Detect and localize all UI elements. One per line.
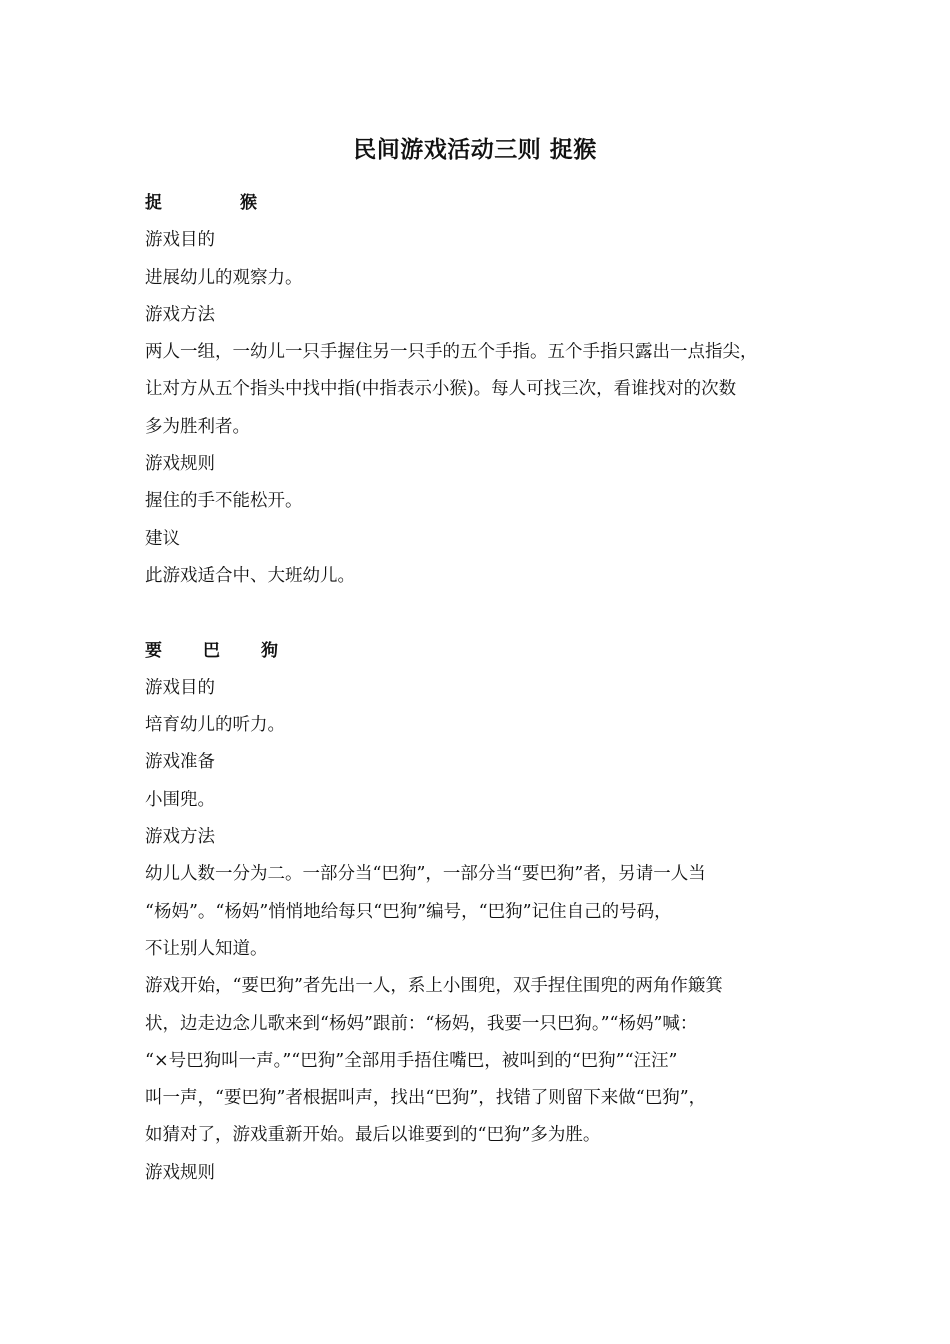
label-game-prep: 游戏准备 <box>145 752 215 773</box>
heading-char: 猴 <box>240 193 257 213</box>
heading-char: 狗 <box>261 640 278 661</box>
label-game-method: 游戏方法 <box>145 304 215 325</box>
game-purpose-text: 培育幼儿的听力。 <box>145 715 285 736</box>
section-gap <box>145 595 825 632</box>
document-title: 民间游戏活动三则 捉猴 <box>353 137 597 163</box>
play-line: “×号巴狗叫一声。”“巴狗”全部用手捂住嘴巴，被叫到的“巴狗”“汪汪” <box>145 1050 678 1071</box>
method-line: 两人一组，一幼儿一只手握住另一只手的五个手指。五个手指只露出一点指尖， <box>145 342 758 363</box>
section-heading-zhuohou <box>145 185 825 222</box>
play-line: 叫一声，“要巴狗”者根据叫声，找出“巴狗”，找错了则留下来做“巴狗”， <box>145 1088 707 1109</box>
method-line: 多为胜利者。 <box>145 416 250 437</box>
game-purpose-text: 进展幼儿的观察力。 <box>145 267 303 288</box>
section-heading-yaobagou <box>145 633 825 670</box>
label-suggestion: 建议 <box>145 528 180 549</box>
heading-char: 捉 <box>145 193 162 213</box>
game-rules-text: 握住的手不能松开。 <box>145 491 303 512</box>
play-line: 游戏开始，“要巴狗”者先出一人，系上小围兜，双手捏住围兜的两角作簸箕 <box>145 976 723 997</box>
heading-char: 巴 <box>203 640 220 661</box>
label-game-purpose: 游戏目的 <box>145 677 215 698</box>
method-line: 让对方从五个指头中找中指(中指表示小猴)。每人可找三次，看谁找对的次数 <box>145 379 737 400</box>
play-line: 状，边走边念儿歌来到“杨妈”跟前：“杨妈，我要一只巴狗。”“杨妈”喊： <box>145 1013 698 1034</box>
play-line: 如猜对了，游戏重新开始。最后以谁要到的“巴狗”多为胜。 <box>145 1125 601 1146</box>
method-line: 不让别人知道。 <box>145 938 268 959</box>
suggestion-text: 此游戏适合中、大班幼儿。 <box>145 565 355 586</box>
label-game-purpose: 游戏目的 <box>145 230 215 251</box>
label-game-rules: 游戏规则 <box>145 1162 215 1183</box>
label-game-method: 游戏方法 <box>145 827 215 848</box>
heading-char: 要 <box>145 640 162 661</box>
game-prep-text: 小围兜。 <box>145 789 215 810</box>
document-body <box>145 185 825 1192</box>
label-game-rules: 游戏规则 <box>145 454 215 475</box>
method-line: 幼儿人数一分为二。一部分当“巴狗”，一部分当“要巴狗”者，另请一人当 <box>145 864 706 885</box>
method-line: “杨妈”。“杨妈”悄悄地给每只“巴狗”编号，“巴狗”记住自己的号码， <box>145 901 672 922</box>
